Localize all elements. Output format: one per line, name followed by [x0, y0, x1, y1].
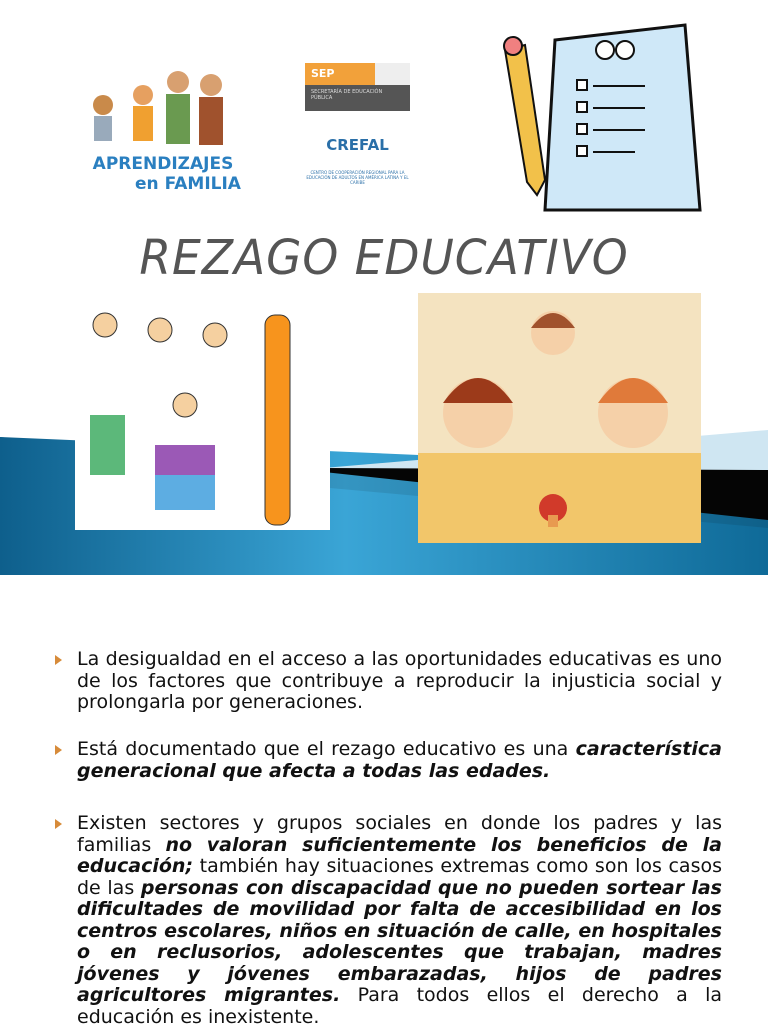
- logo-text-aprendizajes: APRENDIZAJES: [92, 154, 234, 174]
- paragraph-1-text: La desigualdad en el acceso a las oportunidades educativas es uno de los factores que contribuye a reproducir la injusticia social y prolongarla por generaciones.: [77, 648, 722, 713]
- paragraph-3-emphasis-a: no valoran suficientemente los beneficios de la educación;: [77, 833, 723, 877]
- bullet-paragraph-1: [77, 649, 722, 714]
- paragraph-2-text: Está documentado que el rezago educativo es una: [77, 738, 576, 760]
- paragraph-3-text-c: Para todos ellos el derecho a la educación es inexistente.: [77, 984, 723, 1028]
- bullet-arrow-icon: [55, 655, 62, 665]
- aprendizajes-en-familia-logo: [68, 60, 258, 195]
- slide-title: REZAGO EDUCATIVO: [139, 230, 629, 286]
- bullet-arrow-icon: [55, 745, 62, 755]
- family-illustration-icon: [68, 60, 258, 150]
- crefal-label: CREFAL: [326, 136, 389, 154]
- bullet-paragraph-2: [77, 739, 722, 782]
- checklist-cartoon-icon: [485, 20, 715, 215]
- paragraph-3-text-a: Existen sectores y grupos sociales en donde los padres y las familias: [77, 812, 722, 856]
- sep-logo: [305, 63, 410, 111]
- sep-subtitle: SECRETARÍA DE EDUCACIÓN PÚBLICA: [311, 89, 383, 101]
- logo-text-en-familia: en FAMILIA: [135, 174, 241, 194]
- paragraph-2-emphasis: característica generacional que afecta a todas las edades.: [77, 738, 722, 782]
- crefal-logo: [305, 128, 410, 188]
- paragraph-3-text-b: también hay situaciones extremas como son los casos de las: [77, 855, 722, 899]
- sep-label: SEP: [305, 63, 375, 85]
- bullet-paragraph-3: [77, 813, 722, 1028]
- bullet-arrow-icon: [55, 819, 62, 829]
- crefal-subtitle: CENTRO DE COOPERACIÓN REGIONAL PARA LA EDUCACIÓN DE ADULTOS EN AMÉRICA LATINA Y EL CARIBE: [306, 170, 409, 185]
- children-drawing-image: [418, 293, 701, 543]
- mexico-seal-icon: [375, 63, 410, 85]
- paragraph-3-emphasis-b: personas con discapacidad que no pueden sortear las dificultades de movilidad por falta de accesibilidad en los centros escolares, niños en situación de calle, en hospitales o en reclusorios, adolescentes que trabajan, madres jóvenes y jóvenes embarazadas, hijos de padres agricultores migrantes.: [77, 876, 722, 1006]
- children-cartoon-image: [75, 305, 330, 530]
